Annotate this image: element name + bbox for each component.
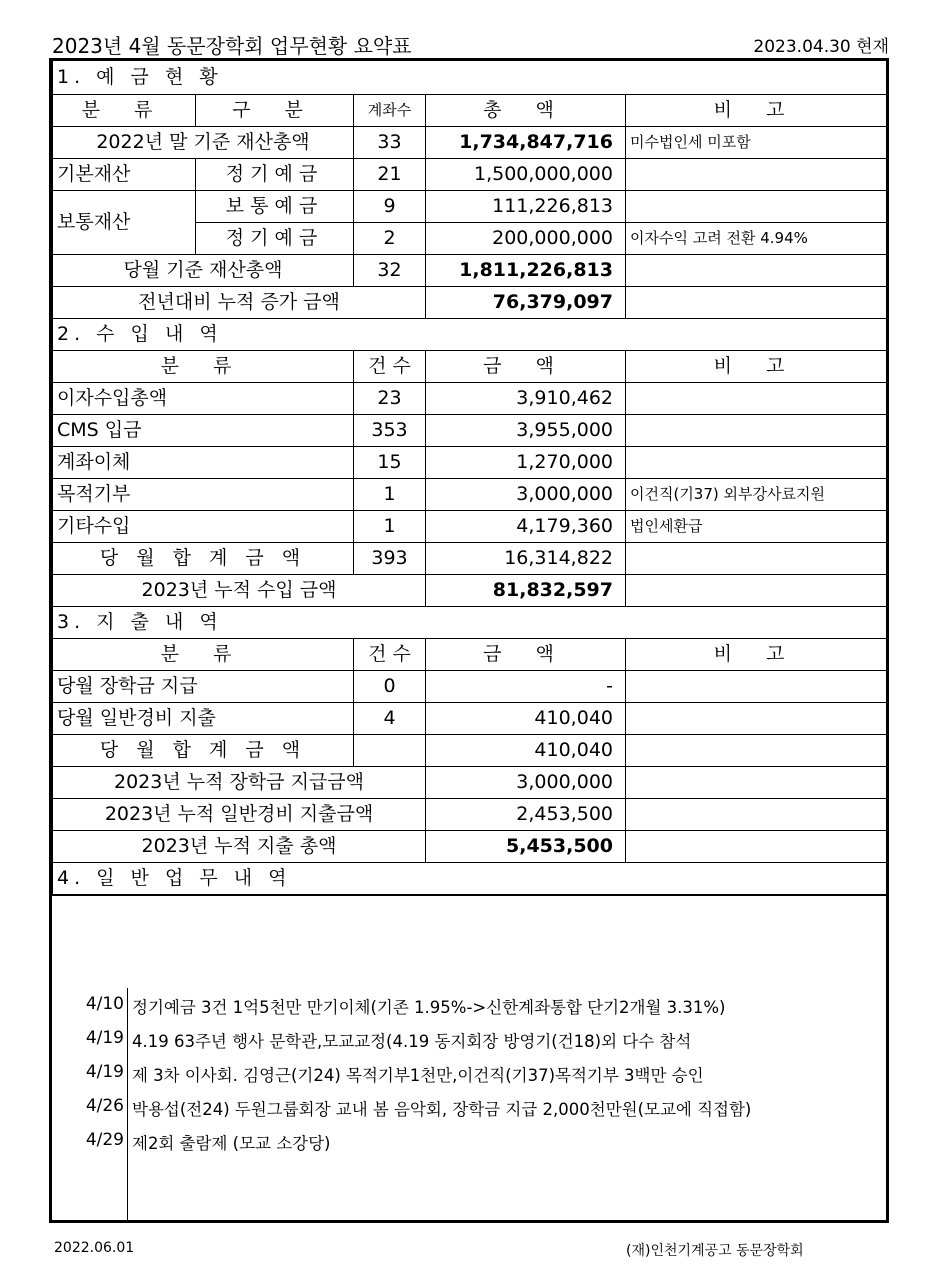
expense-month-total-amount: 410,040 [426,734,626,766]
expense-row-count: 4 [354,702,426,734]
basic-asset-label: 기본재산 [53,158,196,190]
work-log-date: 4/26 [85,1096,124,1116]
normal-asset-amount: 111,226,813 [426,190,626,222]
expense-row-label: 당월 장학금 지급 [53,670,354,702]
basic-asset-amount: 1,500,000,000 [426,158,626,190]
total-month-label: 당월 기준 재산총액 [53,254,354,286]
footer-organization: (재)인천기계공고 동문장학회 [626,1243,804,1259]
col-header-amount: 금 액 [426,350,626,382]
col-header-type: 구 분 [196,94,354,126]
general-expense-total-note [626,798,887,830]
work-log-item [52,1056,886,1086]
work-log-date: 4/29 [85,1130,124,1150]
col-header-count: 건 수 [354,350,426,382]
col-header-category: 분 류 [53,94,196,126]
income-year-total-amount: 81,832,597 [426,574,626,606]
expense-row-amount: - [426,670,626,702]
normal-asset-sub: 정기예금 [196,222,354,254]
general-work-log [52,988,886,1220]
total-2022-amount: 1,734,847,716 [426,126,626,158]
work-log-date: 4/19 [85,1028,124,1048]
income-row-count: 1 [354,478,426,510]
scholarship-total-note [626,766,887,798]
work-log-text: 제2회 출람제 (모교 소강당) [132,1134,331,1153]
section3-title: 3. 지 출 내 역 [53,607,887,639]
section4-title: 4. 일 반 업 무 내 역 [53,862,887,895]
work-log-text: 박용섭(전24) 두원그룹회장 교내 봄 음악회, 장학금 지급 2,000천만원(모교에 직접함) [132,1100,752,1119]
expense-month-total-label: 당 월 합 계 금 액 [53,734,354,766]
expense-month-total-count [354,734,426,766]
income-row-count: 23 [354,382,426,414]
general-expense-total-amount: 2,453,500 [426,798,626,830]
income-table [52,319,887,607]
income-row-note [626,382,887,414]
normal-asset-count: 9 [354,190,426,222]
income-month-total-count: 393 [354,542,426,574]
income-row-label: 기타수입 [53,510,354,542]
income-row-amount: 3,910,462 [426,382,626,414]
income-row-amount: 4,179,360 [426,510,626,542]
work-log-item [52,988,886,1018]
income-row-amount: 3,000,000 [426,478,626,510]
col-header-note: 비 고 [626,350,887,382]
income-row-note [626,446,887,478]
general-expense-total-label: 2023년 누적 일반경비 지출금액 [53,798,426,830]
increase-amount: 76,379,097 [426,286,626,318]
col-header-category: 분 류 [53,350,354,382]
section2-title: 2. 수 입 내 역 [53,319,887,351]
normal-asset-label: 보통재산 [53,190,196,254]
work-log-item [52,1022,886,1052]
scholarship-total-amount: 3,000,000 [426,766,626,798]
col-header-category: 분 류 [53,638,354,670]
col-header-count: 건 수 [354,638,426,670]
income-month-total-amount: 16,314,822 [426,542,626,574]
income-row-amount: 1,270,000 [426,446,626,478]
income-row-note: 이건직(기37) 외부강사료지원 [626,478,887,510]
normal-asset-count: 2 [354,222,426,254]
report-frame [49,58,889,1223]
expense-table [52,607,887,896]
total-month-note [626,254,887,286]
deposit-table [52,61,887,319]
expense-year-total-label: 2023년 누적 지출 총액 [53,830,426,862]
income-row-count: 353 [354,414,426,446]
basic-asset-sub: 정기예금 [196,158,354,190]
total-2022-count: 33 [354,126,426,158]
section1-title: 1. 예 금 현 황 [53,61,887,94]
income-month-total-note [626,542,887,574]
normal-asset-note [626,190,887,222]
total-2022-note: 미수법인세 미포함 [626,126,887,158]
total-month-amount: 1,811,226,813 [426,254,626,286]
work-log-date: 4/10 [85,994,124,1014]
income-month-total-label: 당 월 합 계 금 액 [53,542,354,574]
expense-row-note [626,702,887,734]
col-header-total: 총 액 [426,94,626,126]
total-2022-label: 2022년 말 기준 재산총액 [53,126,354,158]
work-log-text: 4.19 63주년 행사 문학관,모교교정(4.19 동지회장 방영기(건18)외 다수 참석 [132,1032,692,1051]
page-title: 2023년 4월 동문장학회 업무현황 요약표 [52,34,412,58]
income-row-label: 목적기부 [53,478,354,510]
scholarship-total-label: 2023년 누적 장학금 지급금액 [53,766,426,798]
income-row-label: 이자수입총액 [53,382,354,414]
report-date: 2023.04.30 현재 [753,37,889,57]
work-log-item [52,1124,886,1154]
income-row-count: 1 [354,510,426,542]
income-row-count: 15 [354,446,426,478]
footer-date: 2022.06.01 [54,1240,135,1256]
expense-row-note [626,670,887,702]
col-header-note: 비 고 [626,94,887,126]
income-year-total-note [626,574,887,606]
total-month-count: 32 [354,254,426,286]
income-row-note [626,414,887,446]
income-row-label: 계좌이체 [53,446,354,478]
income-row-note: 법인세환급 [626,510,887,542]
work-log-date: 4/19 [85,1062,124,1082]
expense-year-total-note [626,830,887,862]
work-log-item [52,1090,886,1120]
increase-label: 전년대비 누적 증가 금액 [53,286,426,318]
basic-asset-note [626,158,887,190]
normal-asset-amount: 200,000,000 [426,222,626,254]
work-log-text: 정기예금 3건 1억5천만 만기이체(기존 1.95%->신한계좌통합 단기2개월 3.31%) [132,998,726,1017]
expense-row-amount: 410,040 [426,702,626,734]
normal-asset-sub: 보통예금 [196,190,354,222]
expense-row-label: 당월 일반경비 지출 [53,702,354,734]
col-header-amount: 금 액 [426,638,626,670]
basic-asset-count: 21 [354,158,426,190]
work-log-text: 제 3차 이사회. 김영근(기24) 목적기부1천만,이건직(기37)목적기부 3백만 승인 [132,1066,704,1085]
expense-month-total-note [626,734,887,766]
income-year-total-label: 2023년 누적 수입 금액 [53,574,426,606]
income-row-label: CMS 입금 [53,414,354,446]
normal-asset-note: 이자수익 고려 전환 4.94% [626,222,887,254]
increase-note [626,286,887,318]
expense-row-count: 0 [354,670,426,702]
col-header-accounts: 계좌수 [354,94,426,126]
income-row-amount: 3,955,000 [426,414,626,446]
expense-year-total-amount: 5,453,500 [426,830,626,862]
col-header-note: 비 고 [626,638,887,670]
